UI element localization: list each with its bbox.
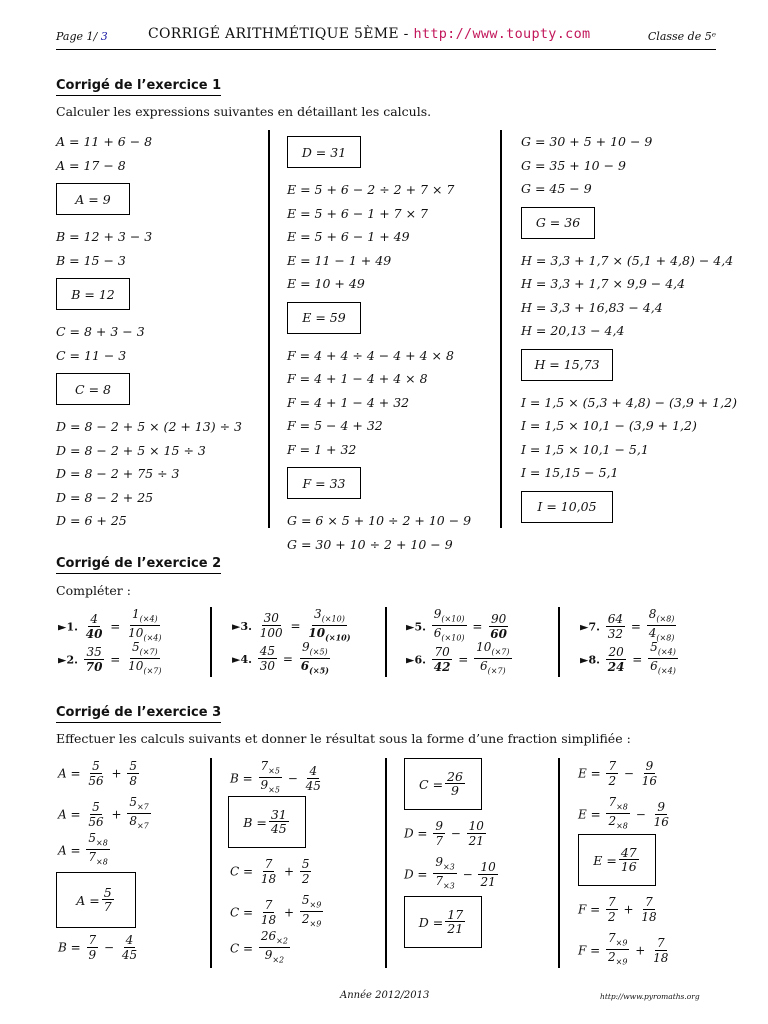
fraction-part [258, 612, 285, 640]
equation-line: C = $\frac{7}{18}$ + $\frac{5_{\times 9}}{2_{\times 9}}$ [230, 894, 325, 932]
fraction-part: $5_{\times 7}$ [127, 796, 150, 814]
document-title: CORRIGÉ ARITHMÉTIQUE 5ÈME - http://www.toupty.com [148, 26, 591, 42]
fraction-part: $9_{\times 5}$ [260, 778, 280, 795]
fraction-item: ►5. $\frac{9_{(\times 10)}}{6_{(\times 10)}}$ = $\frac{90}{60}$ [406, 608, 511, 646]
fraction-part: $5_{(\times 4)}$ [648, 641, 678, 659]
boxed-result: G = 36 [521, 207, 595, 239]
fraction-part: $6_{(\times 10)}$ [433, 626, 465, 643]
fraction-part: $9_{(\times 10)}$ [432, 608, 467, 626]
equation-line: I = 1,5 × 10,1 − 5,1 [521, 441, 649, 457]
column-divider [558, 758, 560, 968]
fraction-part: 40 [85, 626, 103, 641]
fraction-item: ►4. $\frac{45}{30}$ = $\frac{9_{(\times 5)}}{6_{(\times 5)}}$ [232, 640, 329, 676]
equation-line: C = $\frac{26_{\times 2}}{9_{\times 2}}$ [230, 930, 292, 968]
fraction-part: 18 [641, 910, 657, 924]
fraction-part [300, 858, 312, 886]
equation-line: E = 5 + 6 − 1 + 49 [287, 229, 410, 244]
fraction-part: 16 [641, 774, 658, 788]
equation-line: H = 3,3 + 1,7 × 9,9 − 4,4 [521, 276, 686, 291]
equation-line: I = 1,5 × 10,1 − (3,9 + 1,2) [521, 418, 697, 433]
equation-line: B = 12 + 3 − 3 [56, 229, 153, 244]
boxed-result: F = 33 [287, 467, 361, 499]
fraction-part [467, 820, 486, 848]
fraction-part: 17 [447, 907, 464, 922]
fraction-part: 4 [90, 611, 98, 626]
fraction-part [300, 894, 323, 932]
fraction-part: (×7) [139, 647, 158, 657]
equation-line: E = 5 + 6 − 1 + 7 × 7 [287, 205, 428, 221]
fraction-part: ►3. [232, 619, 252, 633]
equation-line: D = 8 − 2 + 5 × 15 ÷ 3 [56, 442, 206, 458]
fraction-part: (×7) [487, 666, 506, 676]
fraction-part: $6_{(\times 7)}$ [479, 659, 506, 676]
equation-line: B = $\frac{7}{9}$ − $\frac{4}{45}$ [58, 933, 138, 962]
column-divider [558, 607, 560, 677]
page-header [56, 26, 716, 46]
fraction-part: ►2. [58, 653, 78, 667]
equation-line: G = 30 + 5 + 10 − 9 [521, 134, 653, 149]
fraction-part: ►4. [232, 652, 252, 666]
fraction-part: $2_{\times 9}$ [301, 912, 322, 929]
fraction-part [86, 832, 109, 870]
fraction-part: $8_{(\times 8)}$ [647, 608, 677, 626]
equation-line: B = 15 − 3 [56, 252, 126, 268]
fraction-part: $7_{\times 9}$ [606, 932, 629, 950]
fraction-part [606, 796, 629, 834]
fraction-part: 70 [434, 644, 450, 659]
fraction-item: ►7. $\frac{64}{32}$ = $\frac{8_{(\times 8)}}{4_{(\times 8)}}$ [580, 608, 678, 646]
equation-line: F = $\frac{7_{\times 9}}{2_{\times 9}}$ + $\frac{7}{18}$ [578, 932, 672, 970]
fraction-part: 2 [608, 774, 617, 788]
fraction-part: $8_{\times 7}$ [129, 814, 149, 831]
fraction-part: $10_{(\times 7)}$ [474, 641, 511, 659]
equation-line: H = 3,3 + 1,7 × (5,1 + 4,8) − 4,4 [521, 252, 734, 268]
fraction-part [619, 846, 639, 874]
column-divider [385, 607, 387, 677]
exercise-1-heading: Corrigé de l’exercice 1 [56, 78, 221, 96]
fraction-part [433, 856, 456, 894]
fraction-part: $9_{\times 2}$ [264, 948, 285, 965]
fraction-part [259, 760, 282, 798]
fraction-part: ×8 [96, 838, 108, 848]
fraction-part: 4 [125, 933, 134, 947]
fraction-part: (×5) [309, 665, 329, 676]
fraction-part: ×8 [616, 821, 628, 831]
boxed-result: E = 47 16 [578, 834, 656, 886]
fraction-part: 5 [92, 799, 100, 814]
fraction-part: (×10) [325, 632, 351, 643]
fraction-part: 7 [435, 834, 443, 848]
fraction-part: $5_{\times 8}$ [86, 832, 109, 850]
fraction-part [120, 934, 139, 962]
fraction-part: $2_{\times 8}$ [608, 814, 628, 831]
column-divider [210, 607, 212, 677]
fraction-part: 32 [607, 626, 624, 641]
footer-year: Année 2012/2013 [340, 990, 430, 1001]
fraction-part: (×8) [656, 633, 675, 643]
class-label: Classe de 5ᵉ [647, 30, 716, 43]
fraction-part: ×7 [136, 802, 149, 812]
fraction-part: 20 [608, 644, 624, 659]
fraction-part: ►5. [406, 620, 426, 634]
fraction-part: 9 [451, 783, 459, 798]
fraction-part: $5_{(\times 7)}$ [130, 641, 160, 659]
fraction-part: ×9 [615, 938, 628, 948]
equation-line: C = 11 − 3 [56, 347, 127, 363]
fraction-part: ×3 [442, 862, 455, 872]
fraction-part [432, 646, 453, 674]
equation-line: C = $\frac{7}{18}$ + $\frac{5}{2}$ [230, 857, 310, 886]
boxed-result: B = 12 [56, 278, 130, 310]
fraction-part [478, 861, 497, 889]
fraction-part [651, 937, 670, 965]
fraction-part: 2 [301, 872, 310, 886]
fraction-part: 64 [607, 611, 624, 626]
equation-line: F = 5 − 4 + 32 [287, 418, 383, 433]
equation-line: H = 20,13 − 4,4 [521, 323, 625, 338]
fraction-part: $1_{(\times 4)}$ [130, 608, 160, 626]
fraction-part: 10 [468, 819, 484, 833]
fraction-part: 9 [645, 759, 654, 773]
fraction-part: ►6. [406, 653, 426, 667]
fraction-part: 9 [657, 799, 666, 814]
fraction-part [606, 932, 629, 970]
fraction-part: ×9 [309, 900, 322, 910]
fraction-part [126, 641, 163, 679]
fraction-part: 7 [88, 933, 97, 947]
fraction-part: ×2 [272, 955, 285, 965]
fraction-part: ×9 [309, 919, 322, 929]
equation-line: F = $\frac{7}{2}$ + $\frac{7}{18}$ [578, 895, 657, 924]
fraction-part: $10_{(\times 7)}$ [128, 659, 162, 676]
fraction-part: 30 [259, 659, 276, 674]
fraction-part: (×7) [491, 647, 510, 657]
equation-line: H = 3,3 + 16,83 − 4,4 [521, 299, 663, 315]
boxed-result: A = 9 [56, 183, 130, 215]
column-divider [500, 130, 502, 528]
fraction-part: 5 [92, 759, 100, 773]
fraction-part: 56 [88, 774, 104, 788]
boxed-result: A = 5 7 [56, 872, 136, 928]
fraction-part: 90 [490, 611, 507, 626]
equation-line: A = 17 − 8 [56, 157, 126, 173]
fraction-part: 21 [468, 834, 484, 848]
equation-line: G = 30 + 10 ÷ 2 + 10 − 9 [287, 536, 453, 552]
fraction-part [84, 646, 105, 674]
fraction-part: 7 [103, 899, 112, 914]
fraction-part: 21 [480, 874, 496, 889]
fraction-part [87, 934, 99, 962]
column-divider [268, 130, 270, 528]
fraction-part: 7 [608, 895, 616, 909]
fraction-item: ►1. $\frac{4}{40}$ = $\frac{1_{(\times 4)}}{10_{(\times 4)}}$ [58, 608, 166, 646]
fraction-part: 7 [264, 897, 273, 912]
equation-line: I = 15,15 − 5,1 [521, 465, 619, 480]
fraction-part: ×8 [96, 857, 108, 867]
fraction-part [84, 613, 105, 641]
fraction-part: (×8) [656, 614, 675, 624]
fraction-part: ×8 [616, 802, 628, 812]
exercise-1-instruction: Calculer les expressions suivantes en détaillant les calculs. [56, 104, 432, 119]
fraction-part: $9_{(\times 5)}$ [300, 641, 330, 659]
fraction-item: ►6. $\frac{70}{42}$ = $\frac{10_{(\times 7)}}{6_{(\times 7)}}$ [406, 641, 514, 679]
column-divider [385, 758, 387, 968]
fraction-part: $3_{(\times 10)}$ [312, 608, 347, 626]
boxed-result: I = 10,05 [521, 491, 613, 523]
boxed-result: H = 15,73 [521, 349, 613, 381]
fraction-part: 7 [645, 895, 653, 909]
fraction-part: (×10) [441, 633, 465, 643]
fraction-part: ×2 [276, 936, 288, 946]
equation-line: A = $\frac{5}{56}$ + $\frac{5_{\times 7}}{8_{\times 7}}$ [58, 796, 153, 834]
fraction-part [606, 613, 625, 641]
equation-line: E = 5 + 6 − 2 ÷ 2 + 7 × 7 [287, 182, 455, 197]
fraction-part [86, 760, 105, 788]
fraction-part: 18 [260, 912, 277, 927]
fraction-part [488, 613, 509, 641]
fraction-part: $7_{\times 3}$ [435, 874, 455, 891]
fraction-part: 35 [86, 644, 102, 659]
fraction-part: 5 [301, 857, 310, 871]
fraction-part: 5 [129, 759, 137, 773]
fraction-part [474, 641, 511, 679]
boxed-result: E = 59 [287, 302, 361, 334]
fraction-part: 45 [121, 948, 138, 962]
equation-line: G = 45 − 9 [521, 181, 592, 196]
fraction-part [102, 886, 114, 914]
fraction-part: 31 [270, 807, 287, 822]
equation-line: D = 8 − 2 + 5 × (2 + 13) ÷ 3 [56, 419, 242, 434]
fraction-part [304, 765, 323, 793]
fraction-part: 8 [129, 774, 137, 788]
equation-line: F = 4 + 1 − 4 + 32 [287, 394, 410, 410]
column-divider [210, 758, 212, 968]
fraction-part: (×7) [143, 666, 162, 676]
equation-line: E = $\frac{7_{\times 8}}{2_{\times 8}}$ − $\frac{9}{16}$ [578, 796, 673, 834]
fraction-part: $6_{(\times 4)}$ [650, 659, 676, 676]
fraction-part: 21 [447, 921, 464, 936]
equation-line: G = 35 + 10 − 9 [521, 157, 627, 173]
fraction-part: 5 [103, 885, 112, 900]
fraction-part [639, 896, 658, 924]
exercise-3-instruction: Effectuer les calculs suivants et donner le résultat sous la forme d’une fraction simplifiée : [56, 731, 631, 746]
fraction-part: 45 [270, 821, 287, 836]
header-rule [56, 49, 716, 50]
fraction-part: (×4) [143, 633, 162, 643]
fraction-part: 7 [264, 857, 273, 871]
fraction-part: $2_{\times 9}$ [608, 950, 628, 967]
fraction-part: (×5) [309, 647, 328, 657]
fraction-part: 100 [259, 626, 283, 641]
fraction-part: (×4) [657, 666, 676, 676]
footer-source[interactable]: http://www.pyromaths.org [600, 992, 700, 1001]
fraction-part [86, 801, 105, 829]
fraction-part: ×5 [268, 785, 280, 795]
fraction-part: 30 [263, 611, 279, 626]
fraction-item: ►8. $\frac{20}{24}$ = $\frac{5_{(\times 4)}}{6_{(\times 4)}}$ [580, 641, 680, 679]
boxed-result: D = 31 [287, 136, 361, 168]
fraction-part [306, 608, 352, 645]
fraction-part: 24 [607, 659, 625, 674]
equation-line: G = 6 × 5 + 10 ÷ 2 + 10 − 9 [287, 513, 472, 528]
equation-line: E = 11 − 1 + 49 [287, 252, 392, 268]
fraction-part [648, 641, 678, 679]
fraction-part: $7_{\times 8}$ [88, 850, 108, 867]
fraction-part: (×4) [657, 647, 676, 657]
fraction-part: 47 [620, 845, 637, 860]
fraction-part: $4_{(\times 8)}$ [648, 626, 675, 643]
fraction-part [127, 760, 139, 788]
fraction-part: 70 [85, 659, 103, 674]
fraction-part: ►7. [580, 620, 600, 634]
fraction-part [259, 899, 278, 927]
fraction-item: ►3. $\frac{30}{100}$ = $\frac{3_{(\times 10)}}{10_{(\times 10)}}$ [232, 607, 351, 643]
fraction-part: $10_{(\times 10)}$ [308, 626, 351, 643]
fraction-part: (×10) [321, 614, 345, 624]
equation-line: A = $\frac{5}{56}$ + $\frac{5}{8}$ [58, 759, 137, 788]
fraction-part: ×9 [615, 957, 628, 967]
fraction-part [127, 796, 150, 834]
fraction-part: 16 [653, 814, 669, 829]
fraction-part: $7_{\times 8}$ [606, 796, 629, 814]
fraction-part: 10 [480, 859, 496, 874]
fraction-part [606, 760, 618, 788]
fraction-part: ►1. [58, 620, 78, 634]
fraction-part: ×5 [268, 766, 280, 776]
fraction-part: 56 [88, 814, 104, 829]
fraction-part: $6_{(\times 5)}$ [300, 659, 329, 676]
boxed-result: D = 17 21 [404, 896, 482, 948]
fraction-part: 16 [620, 859, 637, 874]
fraction-part: $26_{\times 2}$ [259, 930, 290, 948]
page-number: Page 1/ 3 [56, 30, 108, 43]
exercise-2-instruction: Compléter : [56, 583, 131, 598]
fraction-part: 9 [88, 948, 97, 962]
fraction-part: ►8. [580, 653, 600, 667]
fraction-part: 18 [260, 872, 277, 886]
boxed-result: C = 26 9 [404, 758, 482, 810]
fraction-item: ►2. $\frac{35}{70}$ = $\frac{5_{(\times 7)}}{10_{(\times 7)}}$ [58, 641, 166, 679]
exercise-3-heading: Corrigé de l’exercice 3 [56, 705, 221, 723]
fraction-part [445, 770, 465, 798]
equation-line: D = 8 − 2 + 25 [56, 489, 154, 505]
fraction-part: 7 [656, 935, 665, 950]
fraction-part: 45 [259, 644, 276, 659]
fraction-part: 4 [309, 763, 318, 778]
equation-line: I = 1,5 × (5,3 + 4,8) − (3,9 + 1,2) [521, 394, 737, 410]
fraction-part: (×4) [139, 614, 158, 624]
fraction-part: $5_{\times 9}$ [300, 894, 323, 912]
fraction-part: (×10) [441, 614, 465, 624]
fraction-part [640, 760, 659, 788]
fraction-part [259, 858, 278, 886]
equation-line: C = 8 + 3 − 3 [56, 324, 145, 339]
fraction-part: 26 [447, 769, 463, 784]
equation-line: A = $\frac{5_{\times 8}}{7_{\times 8}}$ [58, 832, 112, 870]
boxed-result: B = 31 45 [228, 796, 306, 848]
equation-line: E = $\frac{7}{2}$ − $\frac{9}{16}$ [578, 759, 658, 788]
fraction-part [606, 896, 618, 924]
fraction-part: $10_{(\times 4)}$ [128, 626, 162, 643]
fraction-part: 45 [305, 778, 321, 793]
fraction-part: ×3 [442, 881, 455, 891]
fraction-part: 2 [608, 910, 616, 924]
boxed-result: C = 8 [56, 373, 130, 405]
fraction-part [652, 801, 671, 829]
exercise-2-heading: Corrigé de l’exercice 2 [56, 556, 221, 574]
fraction-part: 7 [608, 759, 617, 773]
fraction-part: $9_{\times 3}$ [433, 856, 456, 874]
equation-line: F = 1 + 32 [287, 441, 357, 457]
fraction-part [606, 646, 627, 674]
equation-line: D = $\frac{9_{\times 3}}{7_{\times 3}}$ − $\frac{10}{21}$ [404, 856, 500, 894]
fraction-part: 42 [433, 659, 451, 674]
fraction-part: $7_{\times 5}$ [259, 760, 282, 778]
fraction-part [433, 820, 445, 848]
fraction-part [299, 641, 331, 678]
equation-line: F = 4 + 1 − 4 + 4 × 8 [287, 371, 428, 386]
equation-line: A = 11 + 6 − 8 [56, 134, 153, 149]
equation-line: D = $\frac{9}{7}$ − $\frac{10}{21}$ [404, 819, 484, 848]
equation-line: D = 6 + 25 [56, 513, 127, 528]
fraction-part [445, 908, 465, 936]
fraction-part: 18 [653, 950, 669, 965]
fraction-part [258, 645, 277, 673]
equation-line: D = 8 − 2 + 75 ÷ 3 [56, 466, 180, 481]
fraction-part [269, 808, 289, 836]
fraction-part [259, 930, 290, 968]
equation-line: F = 4 + 4 ÷ 4 − 4 + 4 × 8 [287, 347, 454, 363]
equation-line: B = $\frac{7_{\times 5}}{9_{\times 5}}$ − $\frac{4}{45}$ [230, 760, 325, 798]
fraction-part: 9 [435, 819, 443, 833]
fraction-part: 60 [490, 626, 507, 641]
fraction-part: ×7 [136, 821, 149, 831]
equation-line: E = 10 + 49 [287, 276, 365, 291]
title-link[interactable]: http://www.toupty.com [413, 26, 591, 42]
